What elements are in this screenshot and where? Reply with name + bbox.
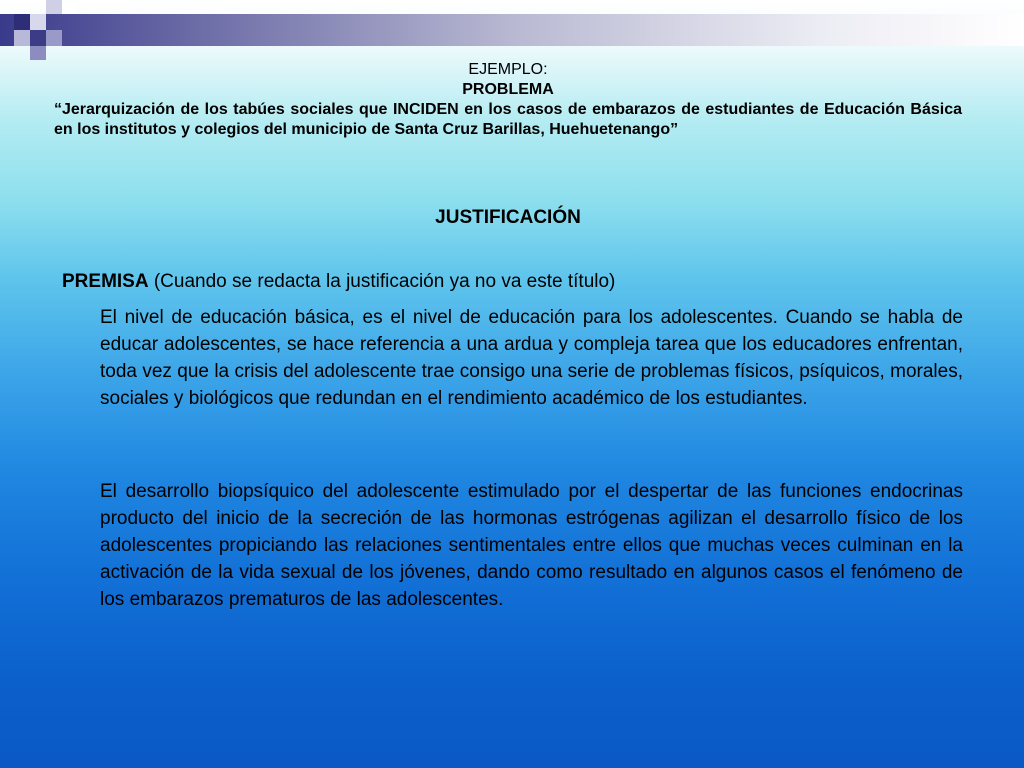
logo-square <box>14 30 30 46</box>
decorative-top-band <box>0 14 1024 46</box>
logo-square <box>14 14 30 30</box>
premisa-note: (Cuando se redacta la justificación ya no va este título) <box>148 271 616 292</box>
premisa-label: PREMISA <box>62 271 149 292</box>
checkered-squares-logo <box>0 0 80 66</box>
body-paragraph-1: El nivel de educación básica, es el nivel de educación para los adolescentes. Cuando se habla de educar adolescentes, se hace referencia a una ardua y compleja tarea que los educadores enfrentan, toda vez que la crisis del adolescente trae consigo una serie de problemas físicos, psíquicos, morales, sociales y biológicos que redundan en el rendimiento académico de los estudiantes. <box>100 307 963 409</box>
premisa-line <box>62 270 962 294</box>
logo-square <box>46 0 62 14</box>
header-block <box>54 60 962 140</box>
logo-square <box>30 14 46 30</box>
body-paragraph-2: El desarrollo biopsíquico del adolescente estimulado por el despertar de las funciones endocrinas producto del inicio de la secreción de las hormonas estrógenas agilizan el desarrollo físico de los adolescentes propiciando las relaciones sentimentales entre ellos que muchas veces culminan en la activación de la vida sexual de los jóvenes, dando como resultado en algunos casos el fenómeno de los embarazos prematuros de las adolescentes. <box>100 481 963 610</box>
problem-label: PROBLEMA <box>462 81 554 98</box>
section-title: JUSTIFICACIÓN <box>435 207 581 228</box>
logo-square <box>30 30 46 46</box>
logo-square <box>46 30 62 46</box>
logo-square <box>30 46 46 60</box>
example-label: EJEMPLO: <box>468 61 548 78</box>
problem-statement: “Jerarquización de los tabúes sociales que INCIDEN en los casos de embarazos de estudiantes de Educación Básica en los institutos y colegios del municipio de Santa Cruz Barillas, Huehuetenango” <box>54 101 962 138</box>
logo-square <box>62 0 76 14</box>
